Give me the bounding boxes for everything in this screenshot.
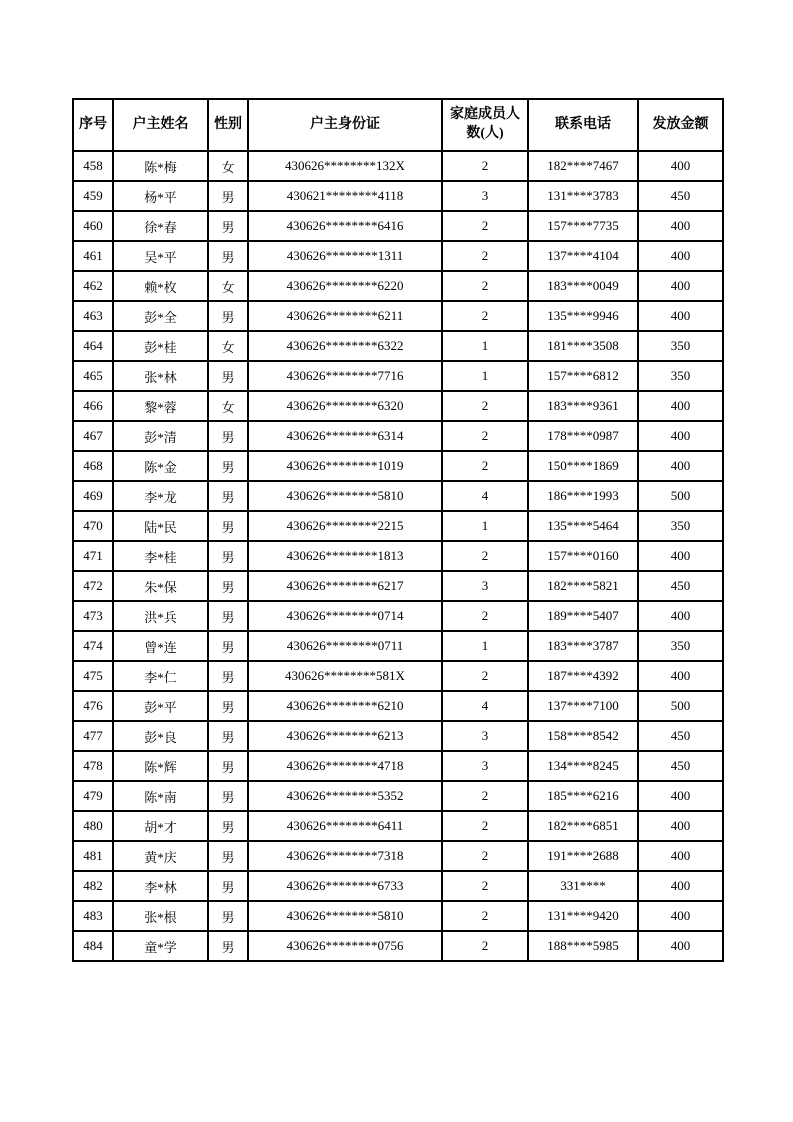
- cell-phone: 178****0987: [528, 421, 638, 451]
- cell-id_number: 430626********0711: [248, 631, 442, 661]
- cell-phone: 189****5407: [528, 601, 638, 631]
- cell-amount: 400: [638, 841, 723, 871]
- cell-amount: 450: [638, 181, 723, 211]
- cell-name: 童*学: [113, 931, 208, 961]
- cell-name: 黎*蓉: [113, 391, 208, 421]
- cell-index: 484: [73, 931, 113, 961]
- table-row: [73, 211, 723, 241]
- cell-family_members: 2: [442, 271, 528, 301]
- cell-name: 杨*平: [113, 181, 208, 211]
- cell-family_members: 2: [442, 301, 528, 331]
- cell-phone: 150****1869: [528, 451, 638, 481]
- table-row: [73, 721, 723, 751]
- cell-id_number: 430626********6217: [248, 571, 442, 601]
- cell-gender: 男: [208, 241, 248, 271]
- cell-name: 彭*全: [113, 301, 208, 331]
- cell-amount: 400: [638, 271, 723, 301]
- cell-name: 李*林: [113, 871, 208, 901]
- cell-phone: 157****7735: [528, 211, 638, 241]
- cell-phone: 134****8245: [528, 751, 638, 781]
- cell-family_members: 1: [442, 361, 528, 391]
- cell-amount: 400: [638, 301, 723, 331]
- cell-id_number: 430626********0756: [248, 931, 442, 961]
- cell-gender: 男: [208, 211, 248, 241]
- cell-index: 483: [73, 901, 113, 931]
- cell-family_members: 2: [442, 811, 528, 841]
- cell-phone: 183****9361: [528, 391, 638, 421]
- cell-family_members: 3: [442, 751, 528, 781]
- cell-index: 474: [73, 631, 113, 661]
- cell-amount: 400: [638, 661, 723, 691]
- cell-family_members: 1: [442, 631, 528, 661]
- cell-phone: 157****0160: [528, 541, 638, 571]
- col-header-index: 序号: [73, 99, 113, 151]
- cell-gender: 男: [208, 451, 248, 481]
- cell-gender: 男: [208, 511, 248, 541]
- cell-amount: 400: [638, 241, 723, 271]
- cell-name: 陈*辉: [113, 751, 208, 781]
- cell-phone: 131****3783: [528, 181, 638, 211]
- cell-name: 胡*才: [113, 811, 208, 841]
- cell-id_number: 430626********6220: [248, 271, 442, 301]
- cell-id_number: 430626********5810: [248, 481, 442, 511]
- cell-family_members: 2: [442, 871, 528, 901]
- table-row: [73, 271, 723, 301]
- cell-phone: 181****3508: [528, 331, 638, 361]
- cell-family_members: 2: [442, 781, 528, 811]
- cell-index: 476: [73, 691, 113, 721]
- cell-index: 466: [73, 391, 113, 421]
- cell-name: 黄*庆: [113, 841, 208, 871]
- cell-amount: 500: [638, 481, 723, 511]
- table-row: [73, 871, 723, 901]
- table-row: [73, 841, 723, 871]
- cell-amount: 400: [638, 871, 723, 901]
- cell-gender: 男: [208, 841, 248, 871]
- cell-amount: 350: [638, 511, 723, 541]
- cell-phone: 187****4392: [528, 661, 638, 691]
- cell-gender: 男: [208, 691, 248, 721]
- cell-gender: 男: [208, 541, 248, 571]
- cell-gender: 男: [208, 661, 248, 691]
- table-row: [73, 901, 723, 931]
- cell-amount: 450: [638, 751, 723, 781]
- cell-family_members: 2: [442, 241, 528, 271]
- cell-name: 张*林: [113, 361, 208, 391]
- cell-phone: 135****5464: [528, 511, 638, 541]
- cell-name: 朱*保: [113, 571, 208, 601]
- cell-phone: 137****4104: [528, 241, 638, 271]
- cell-amount: 400: [638, 541, 723, 571]
- cell-gender: 男: [208, 601, 248, 631]
- cell-index: 458: [73, 151, 113, 181]
- cell-amount: 400: [638, 151, 723, 181]
- cell-gender: 男: [208, 421, 248, 451]
- cell-phone: 182****5821: [528, 571, 638, 601]
- cell-index: 459: [73, 181, 113, 211]
- col-header-id-number: 户主身份证: [248, 99, 442, 151]
- cell-index: 479: [73, 781, 113, 811]
- cell-phone: 191****2688: [528, 841, 638, 871]
- cell-phone: 188****5985: [528, 931, 638, 961]
- table-row: [73, 151, 723, 181]
- cell-index: 462: [73, 271, 113, 301]
- cell-index: 472: [73, 571, 113, 601]
- cell-gender: 女: [208, 271, 248, 301]
- cell-gender: 男: [208, 931, 248, 961]
- table-body: [73, 151, 723, 961]
- cell-id_number: 430626********6416: [248, 211, 442, 241]
- cell-family_members: 2: [442, 421, 528, 451]
- cell-gender: 男: [208, 301, 248, 331]
- cell-phone: 182****6851: [528, 811, 638, 841]
- cell-amount: 350: [638, 361, 723, 391]
- cell-amount: 350: [638, 631, 723, 661]
- cell-index: 470: [73, 511, 113, 541]
- cell-index: 469: [73, 481, 113, 511]
- cell-gender: 男: [208, 571, 248, 601]
- table-row: [73, 631, 723, 661]
- cell-amount: 450: [638, 571, 723, 601]
- col-header-phone: 联系电话: [528, 99, 638, 151]
- cell-amount: 400: [638, 811, 723, 841]
- cell-id_number: 430626********5810: [248, 901, 442, 931]
- cell-name: 洪*兵: [113, 601, 208, 631]
- cell-name: 彭*桂: [113, 331, 208, 361]
- cell-gender: 男: [208, 751, 248, 781]
- cell-id_number: 430626********6411: [248, 811, 442, 841]
- cell-id_number: 430626********6213: [248, 721, 442, 751]
- cell-gender: 男: [208, 871, 248, 901]
- cell-family_members: 3: [442, 571, 528, 601]
- cell-family_members: 2: [442, 451, 528, 481]
- cell-family_members: 2: [442, 391, 528, 421]
- cell-name: 李*桂: [113, 541, 208, 571]
- col-header-family-members: 家庭成员人数(人): [442, 99, 528, 151]
- cell-phone: 158****8542: [528, 721, 638, 751]
- cell-name: 徐*春: [113, 211, 208, 241]
- cell-id_number: 430626********1813: [248, 541, 442, 571]
- cell-id_number: 430626********6211: [248, 301, 442, 331]
- cell-name: 李*龙: [113, 481, 208, 511]
- cell-id_number: 430626********1311: [248, 241, 442, 271]
- cell-index: 477: [73, 721, 113, 751]
- cell-gender: 男: [208, 811, 248, 841]
- cell-id_number: 430626********7318: [248, 841, 442, 871]
- table-row: [73, 931, 723, 961]
- table-row: [73, 301, 723, 331]
- table-row: [73, 811, 723, 841]
- cell-name: 彭*清: [113, 421, 208, 451]
- cell-name: 李*仁: [113, 661, 208, 691]
- cell-id_number: 430626********4718: [248, 751, 442, 781]
- cell-amount: 400: [638, 451, 723, 481]
- cell-gender: 男: [208, 481, 248, 511]
- cell-gender: 男: [208, 631, 248, 661]
- cell-index: 463: [73, 301, 113, 331]
- cell-gender: 女: [208, 151, 248, 181]
- col-header-name: 户主姓名: [113, 99, 208, 151]
- cell-phone: 331****: [528, 871, 638, 901]
- cell-name: 吴*平: [113, 241, 208, 271]
- cell-name: 陈*梅: [113, 151, 208, 181]
- cell-index: 480: [73, 811, 113, 841]
- table-row: [73, 691, 723, 721]
- cell-amount: 400: [638, 211, 723, 241]
- cell-amount: 500: [638, 691, 723, 721]
- table-row: [73, 571, 723, 601]
- table-row: [73, 361, 723, 391]
- cell-id_number: 430626********6322: [248, 331, 442, 361]
- cell-id_number: 430626********132X: [248, 151, 442, 181]
- cell-phone: 183****0049: [528, 271, 638, 301]
- cell-gender: 女: [208, 391, 248, 421]
- cell-amount: 400: [638, 901, 723, 931]
- table-row: [73, 481, 723, 511]
- cell-name: 彭*良: [113, 721, 208, 751]
- cell-index: 460: [73, 211, 113, 241]
- cell-phone: 131****9420: [528, 901, 638, 931]
- cell-phone: 135****9946: [528, 301, 638, 331]
- col-header-amount: 发放金额: [638, 99, 723, 151]
- table-row: [73, 541, 723, 571]
- cell-phone: 183****3787: [528, 631, 638, 661]
- cell-phone: 182****7467: [528, 151, 638, 181]
- cell-amount: 450: [638, 721, 723, 751]
- cell-name: 张*根: [113, 901, 208, 931]
- cell-family_members: 2: [442, 661, 528, 691]
- cell-amount: 400: [638, 391, 723, 421]
- cell-name: 曾*连: [113, 631, 208, 661]
- cell-gender: 女: [208, 331, 248, 361]
- cell-name: 陈*金: [113, 451, 208, 481]
- table-row: [73, 451, 723, 481]
- table-row: [73, 751, 723, 781]
- cell-id_number: 430626********5352: [248, 781, 442, 811]
- cell-family_members: 2: [442, 931, 528, 961]
- cell-index: 467: [73, 421, 113, 451]
- cell-index: 468: [73, 451, 113, 481]
- cell-amount: 400: [638, 601, 723, 631]
- cell-id_number: 430626********1019: [248, 451, 442, 481]
- table-row: [73, 181, 723, 211]
- cell-index: 473: [73, 601, 113, 631]
- cell-family_members: 1: [442, 331, 528, 361]
- cell-family_members: 2: [442, 211, 528, 241]
- cell-amount: 350: [638, 331, 723, 361]
- cell-family_members: 3: [442, 181, 528, 211]
- cell-id_number: 430626********6733: [248, 871, 442, 901]
- cell-index: 478: [73, 751, 113, 781]
- table-row: [73, 331, 723, 361]
- cell-index: 464: [73, 331, 113, 361]
- subsidy-table: [72, 98, 724, 962]
- cell-family_members: 4: [442, 691, 528, 721]
- cell-gender: 男: [208, 181, 248, 211]
- table-row: [73, 601, 723, 631]
- cell-id_number: 430626********6314: [248, 421, 442, 451]
- cell-amount: 400: [638, 931, 723, 961]
- cell-family_members: 2: [442, 151, 528, 181]
- cell-phone: 185****6216: [528, 781, 638, 811]
- cell-gender: 男: [208, 901, 248, 931]
- cell-family_members: 2: [442, 901, 528, 931]
- cell-name: 赖*枚: [113, 271, 208, 301]
- cell-id_number: 430626********6210: [248, 691, 442, 721]
- table-row: [73, 421, 723, 451]
- cell-index: 482: [73, 871, 113, 901]
- cell-id_number: 430626********2215: [248, 511, 442, 541]
- header-row: [73, 99, 723, 151]
- cell-phone: 137****7100: [528, 691, 638, 721]
- cell-gender: 男: [208, 781, 248, 811]
- cell-gender: 男: [208, 721, 248, 751]
- cell-family_members: 2: [442, 841, 528, 871]
- cell-id_number: 430626********7716: [248, 361, 442, 391]
- cell-amount: 400: [638, 421, 723, 451]
- table-row: [73, 511, 723, 541]
- cell-id_number: 430626********0714: [248, 601, 442, 631]
- cell-id_number: 430626********6320: [248, 391, 442, 421]
- cell-name: 陈*南: [113, 781, 208, 811]
- cell-index: 481: [73, 841, 113, 871]
- cell-gender: 男: [208, 361, 248, 391]
- cell-phone: 157****6812: [528, 361, 638, 391]
- cell-id_number: 430621********4118: [248, 181, 442, 211]
- cell-index: 461: [73, 241, 113, 271]
- cell-family_members: 3: [442, 721, 528, 751]
- col-header-gender: 性别: [208, 99, 248, 151]
- table-row: [73, 391, 723, 421]
- cell-index: 475: [73, 661, 113, 691]
- cell-name: 彭*平: [113, 691, 208, 721]
- cell-id_number: 430626********581X: [248, 661, 442, 691]
- cell-family_members: 4: [442, 481, 528, 511]
- cell-family_members: 2: [442, 541, 528, 571]
- table-row: [73, 661, 723, 691]
- cell-index: 465: [73, 361, 113, 391]
- cell-phone: 186****1993: [528, 481, 638, 511]
- cell-family_members: 2: [442, 601, 528, 631]
- cell-family_members: 1: [442, 511, 528, 541]
- cell-amount: 400: [638, 781, 723, 811]
- cell-index: 471: [73, 541, 113, 571]
- table-row: [73, 241, 723, 271]
- cell-name: 陆*民: [113, 511, 208, 541]
- table-row: [73, 781, 723, 811]
